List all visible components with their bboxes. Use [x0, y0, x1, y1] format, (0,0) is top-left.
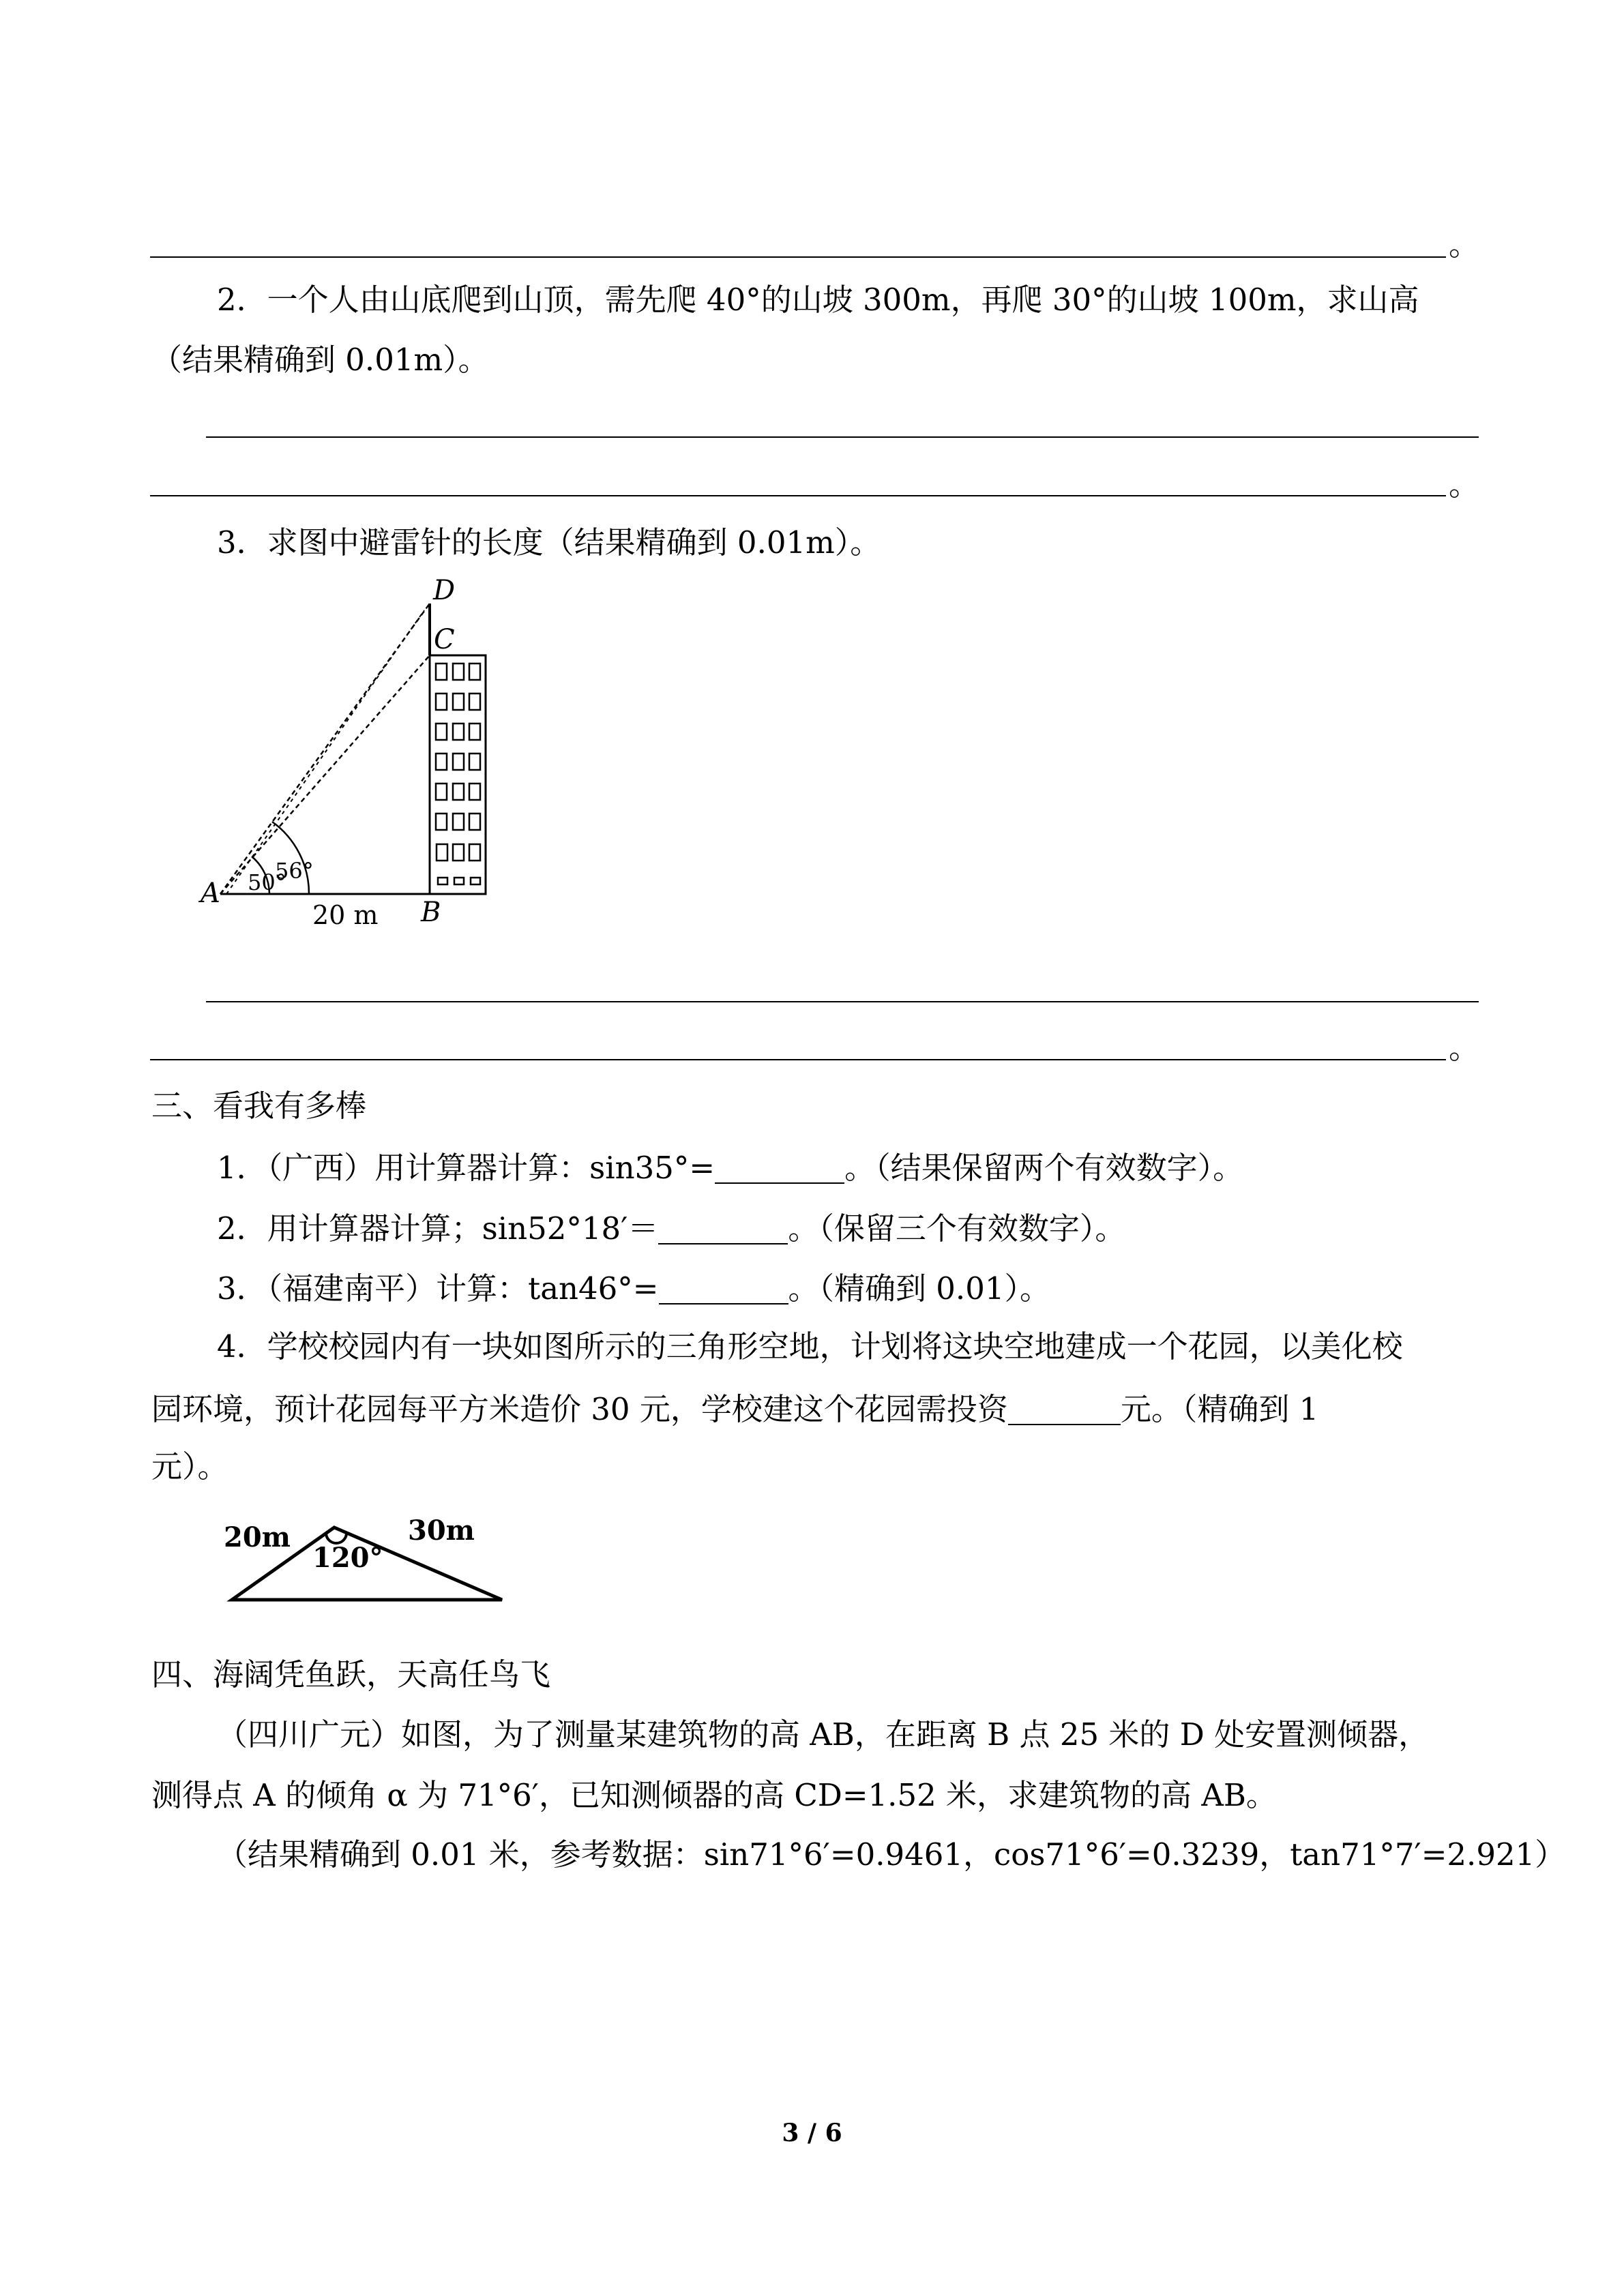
- s3-q2: [217, 1210, 1126, 1247]
- building-windows: [436, 664, 480, 884]
- building: [430, 655, 486, 894]
- label-A: A: [201, 878, 220, 909]
- s3-q1-blank[interactable]: [715, 1150, 844, 1184]
- label-B: B: [421, 897, 441, 927]
- lightning-rod-figure: [198, 576, 512, 927]
- answer-line: [206, 1001, 1479, 1002]
- q2-line1: 2．一个人由山底爬到山顶，需先爬 40°的山坡 300m，再爬 30°的山坡 100m，求山高: [217, 282, 1419, 318]
- s3-q3-tail: 。（精确到 0.01）。: [788, 1270, 1051, 1307]
- answer-line: [150, 256, 1446, 258]
- answer-line-period: 。: [1449, 1030, 1480, 1066]
- q2-line2: （结果精确到 0.01m）。: [151, 342, 489, 378]
- angle-56-label: 56°: [275, 858, 314, 884]
- s4-line2: 测得点 A 的倾角 α 为 71°6′，已知测倾器的高 CD=1.52 米，求建筑物的高 AB。: [151, 1777, 1277, 1813]
- page-number: 3 / 6: [782, 2119, 842, 2147]
- s3-q4-blank[interactable]: [1008, 1392, 1121, 1425]
- answer-line-period: 。: [1449, 466, 1480, 503]
- s3-q2-text: 2．用计算器计算；sin52°18′＝: [217, 1210, 659, 1247]
- section3-title: 三、看我有多棒: [151, 1088, 367, 1124]
- s3-q4-line2: [151, 1391, 1319, 1428]
- s3-q4-line3: 元）。: [151, 1448, 228, 1485]
- s4-line3: （结果精确到 0.01 米，参考数据：sin71°6′=0.9461，cos71°6′=0.3239，tan71°7′=2.921）: [217, 1836, 1566, 1873]
- sight-line-to-C: [220, 655, 430, 894]
- answer-line: [150, 495, 1446, 496]
- s3-q1-text: 1．（广西）用计算器计算：sin35°=: [217, 1150, 715, 1187]
- s3-q1: [217, 1150, 1244, 1187]
- label-C: C: [434, 624, 455, 655]
- answer-line-period: 。: [1449, 226, 1480, 263]
- base-length-label: 20 m: [312, 900, 379, 927]
- triangle-figure: [218, 1512, 518, 1608]
- s3-q3: [217, 1270, 1051, 1307]
- label-D: D: [433, 576, 456, 606]
- s3-q1-tail: 。（结果保留两个有效数字）。: [844, 1150, 1244, 1187]
- angle-50-label: 50°: [248, 869, 286, 895]
- s3-q4-line1: 4．学校校园内有一块如图所示的三角形空地，计划将这块空地建成一个花园，以美化校: [217, 1328, 1403, 1365]
- angle-120-label: 120°: [312, 1542, 383, 1574]
- s3-q3-text: 3．（福建南平）计算：tan46°=: [217, 1270, 659, 1307]
- s3-q3-blank[interactable]: [659, 1271, 788, 1304]
- answer-line: [150, 1059, 1446, 1060]
- side-30m-label: 30m: [408, 1515, 475, 1547]
- answer-line: [206, 436, 1479, 438]
- sight-line-to-D-offset: [226, 610, 424, 894]
- s3-q2-blank[interactable]: [658, 1211, 788, 1244]
- side-20m-label: 20m: [224, 1521, 291, 1553]
- s4-line1: （四川广元）如图，为了测量某建筑物的高 AB，在距离 B 点 25 米的 D 处安置测倾器，: [217, 1716, 1430, 1753]
- s3-q4-text: 园环境，预计花园每平方米造价 30 元，学校建这个花园需投资: [151, 1391, 1008, 1428]
- s3-q4-tail: 元。（精确到 1: [1120, 1391, 1319, 1428]
- s3-q2-tail: 。（保留三个有效数字）。: [788, 1210, 1126, 1247]
- section4-title: 四、海阔凭鱼跃，天高任鸟飞: [151, 1656, 551, 1693]
- q3-text: 3．求图中避雷针的长度（结果精确到 0.01m）。: [217, 524, 881, 561]
